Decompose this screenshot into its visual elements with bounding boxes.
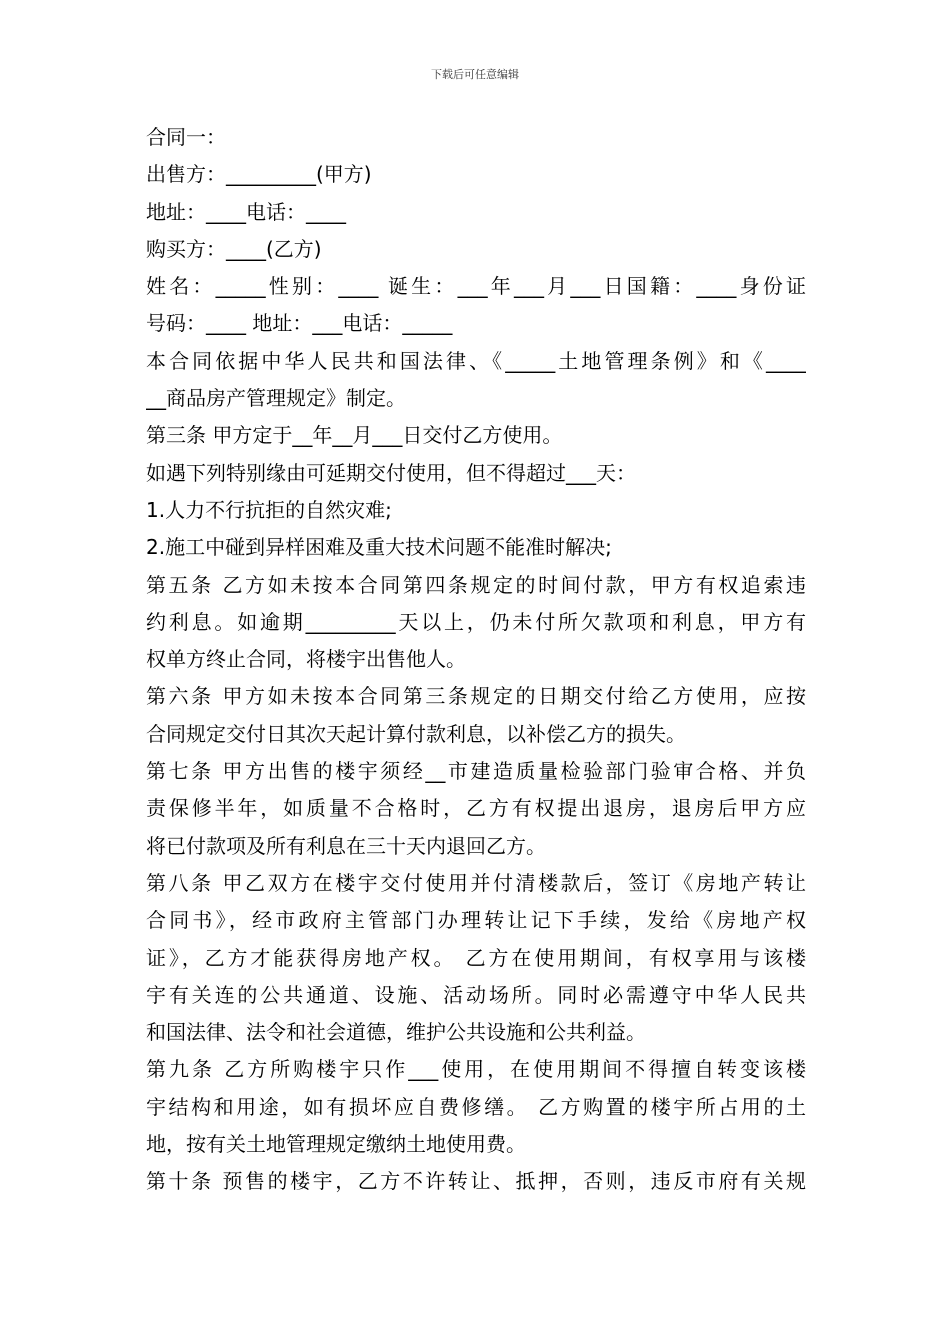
text-line: 号码：____ 地址：___电话：_____: [146, 311, 453, 336]
text-line: __商品房产管理规定》制定。: [146, 386, 406, 411]
text-line: 约利息。如逾期_________天以上，仍未付所欠款项和利息，甲方有: [146, 609, 806, 634]
text-line: 如遇下列特别缘由可延期交付使用，但不得超过___天：: [146, 460, 636, 485]
text-line: 合同一：: [146, 125, 226, 149]
text-line: 购买方：____(乙方): [146, 236, 322, 261]
text-line: 第五条 乙方如未按本合同第四条规定的时间付款，甲方有权追索违: [146, 572, 806, 597]
text-line: 第六条 甲方如未按本合同第三条规定的日期交付给乙方使用，应按: [146, 684, 806, 709]
page-header-note: 下载后可任意编辑: [431, 68, 519, 81]
text-line: 将已付款项及所有利息在三十天内退回乙方。: [146, 833, 546, 858]
text-line: 宇有关连的公共通道、设施、活动场所。同时必需遵守中华人民共: [146, 982, 806, 1007]
text-line: 2.施工中碰到异样困难及重大技术问题不能准时解决;: [146, 535, 612, 560]
text-line: 合同书》，经市政府主管部门办理转让记下手续，发给《房地产权: [146, 908, 806, 933]
text-line: 权单方终止合同，将楼宇出售他人。: [146, 647, 466, 672]
contract-body: [146, 119, 806, 1201]
text-line: 第八条 甲乙双方在楼宇交付使用并付清楼款后，签订《房地产转让: [146, 870, 806, 895]
text-line: 责保修半年，如质量不合格时，乙方有权提出退房，退房后甲方应: [146, 796, 806, 821]
text-line: 本合同依据中华人民共和国法律、《_____土地管理条例》和《____: [146, 348, 806, 373]
text-line: 出售方：_________(甲方): [146, 162, 372, 187]
text-line: 证》，乙方才能获得房地产权。 乙方在使用期间，有权享用与该楼: [146, 945, 806, 970]
text-line: 合同规定交付日其次天起计算付款利息，以补偿乙方的损失。: [146, 721, 686, 746]
text-line: 宇结构和用途，如有损坏应自费修缮。 乙方购置的楼宇所占用的土: [146, 1094, 806, 1119]
text-line: 和国法律、法令和社会道德，维护公共设施和公共利益。: [146, 1020, 646, 1045]
text-line: 1.人力不行抗拒的自然灾难;: [146, 497, 392, 522]
text-line: 第七条 甲方出售的楼宇须经__市建造质量检验部门验审合格、并负: [146, 759, 806, 784]
text-line: 姓名：_____性别：____ 诞生：___年___月___日国籍：____身份证: [146, 274, 806, 299]
text-line: 第三条 甲方定于__年__月___日交付乙方使用。: [146, 423, 563, 448]
text-line: 第十条 预售的楼宇，乙方不许转让、抵押，否则，违反市府有关规: [146, 1169, 806, 1194]
text-line: 第九条 乙方所购楼宇只作___使用，在使用期间不得擅自转变该楼: [146, 1057, 806, 1082]
text-line: 地，按有关土地管理规定缴纳土地使用费。: [146, 1132, 526, 1157]
text-line: 地址：____电话：____: [146, 199, 346, 224]
